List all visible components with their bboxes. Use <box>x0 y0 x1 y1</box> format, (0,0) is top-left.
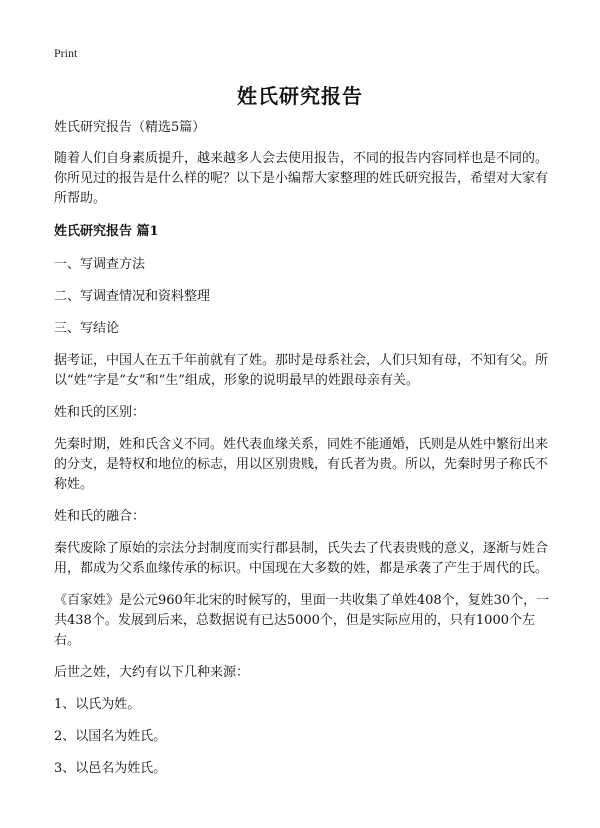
body-paragraph: 后世之姓，大约有以下几种来源： <box>54 665 250 680</box>
body-paragraph: 先秦时期，姓和氏含义不同。姓代表血缘关系，同姓不能通婚，氏则是从姓中繁衍出来的分支，是特权和地位的标志，用以区别贵贱，有氏者为贵。所以，先秦时男子称氏不称姓。 <box>54 437 549 492</box>
body-subheading: 姓和氏的融合： <box>54 509 146 524</box>
section-heading: 姓氏研究报告 篇1 <box>54 224 159 239</box>
article-subtitle: 姓氏研究报告（精选5篇） <box>54 120 206 135</box>
outline-item: 一、写调查方法 <box>54 257 146 272</box>
print-link[interactable]: Print <box>54 46 78 60</box>
page-title: 姓氏研究报告 <box>237 84 363 108</box>
source-item: 1、以氏为姓。 <box>54 697 141 712</box>
outline-item: 三、写结论 <box>54 321 120 336</box>
body-paragraph: 据考证，中国人在五千年前就有了姓。那时是母系社会，人们只知有母，不知有父。所以“姓”字是“女”和“生”组成，形象的说明最早的姓跟母亲有关。 <box>54 353 549 388</box>
source-item: 3、以邑名为姓氏。 <box>54 761 167 776</box>
body-subheading: 姓和氏的区别： <box>54 405 146 420</box>
article-body <box>54 118 554 791</box>
intro-paragraph: 随着人们自身素质提升，越来越多人会去使用报告，不同的报告内容同样也是不同的。你所见过的报告是什么样的呢？以下是小编帮大家整理的姓氏研究报告，希望对大家有所帮助。 <box>54 151 549 206</box>
source-item: 2、以国名为姓氏。 <box>54 729 167 744</box>
outline-item: 二、写调查情况和资料整理 <box>54 289 211 304</box>
body-paragraph: 秦代废除了原始的宗法分封制度而实行郡县制，氏失去了代表贵贱的意义，逐渐与姓合用，都成为父系血缘传承的标识。中国现在大多数的姓，都是承袭了产生于周代的氏。 <box>54 541 549 576</box>
body-paragraph: 《百家姓》是公元960年北宋的时候写的，里面一共收集了单姓408个，复姓30个，一共438个。发展到后来，总数据说有已达5000个，但是实际应用的，只有1000个左右。 <box>54 593 550 648</box>
